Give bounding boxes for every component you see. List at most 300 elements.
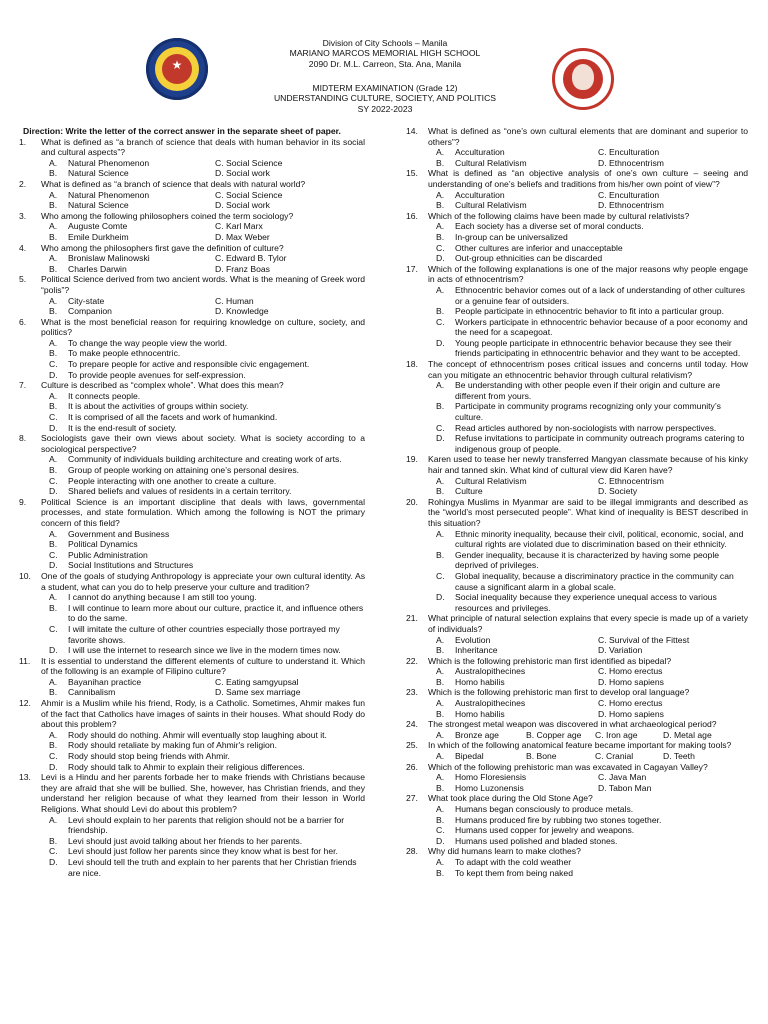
answer-option [406, 338, 748, 359]
question-13 [19, 772, 365, 878]
answer-options-row [19, 232, 365, 243]
question-text [406, 656, 748, 667]
question-12 [19, 698, 365, 772]
option-text: Homo Floresiensis [455, 772, 527, 783]
option-text: D. Teeth [663, 751, 695, 762]
option-text: Natural Science [68, 200, 129, 211]
answer-option [19, 401, 365, 412]
option-text: C. Edward B. Tylor [215, 253, 287, 264]
option-letter: B. [49, 602, 58, 613]
question-number: 7. [19, 380, 27, 391]
answer-option [19, 815, 365, 836]
answer-options-row [406, 751, 748, 762]
option-letter: C. [49, 475, 58, 486]
option-text: C. Ethnocentrism [598, 475, 664, 486]
option-text: C. Java Man [598, 772, 647, 783]
question-16 [406, 211, 748, 264]
question-number: 6. [19, 316, 27, 327]
option-text: Social inequality because they experience unequal access to various resources and privileges. [455, 592, 717, 613]
question-stem: What is defined as “an objective analysis of one’s own culture – seeing and understanding of one’s beliefs and traditions from his/her own point of view”? [428, 168, 748, 189]
question-number: 15. [406, 168, 418, 179]
answer-option [19, 529, 365, 540]
option-text: Levi should just follow her parents since they know what is best for her. [68, 846, 338, 857]
option-text: Out-group ethnicities can be discarded [455, 253, 603, 264]
answer-option [406, 571, 748, 592]
option-text: Rody should talk to Ahmir to explain their religious differences. [68, 761, 305, 772]
answer-option [19, 624, 365, 645]
option-letter: C. [49, 359, 58, 370]
answer-option [19, 412, 365, 423]
questions-column-left [19, 126, 365, 878]
option-text: D. Homo sapiens [598, 708, 664, 719]
answer-option [19, 836, 365, 847]
question-number: 5. [19, 274, 27, 285]
answer-option [19, 391, 365, 402]
answer-option [19, 423, 365, 434]
option-text: I will continue to learn more about our culture, practice it, and influence others to do the same. [68, 602, 364, 624]
option-text: Ethnocentric behavior comes out of a lack of understanding of other cultures or a genuine fear of outsiders. [455, 284, 745, 306]
option-letter: D. [49, 369, 58, 380]
option-text: To provide people avenues for self-expression. [68, 369, 246, 380]
option-letter: A. [436, 856, 445, 867]
question-27 [406, 793, 748, 846]
option-text: Rody should stop being friends with Ahmir. [68, 751, 230, 762]
answer-options-row [19, 168, 365, 179]
option-text: C. Enculturation [598, 147, 660, 158]
question-8 [19, 433, 365, 497]
questions-column-right [406, 126, 748, 878]
option-text: Humans began consciously to produce metals. [455, 804, 634, 814]
option-text: C. Survival of the Fittest [598, 634, 690, 645]
answer-option [19, 465, 365, 476]
question-stem: Sociologists gave their own views about society. What is society according to a sociological perspective? [41, 433, 365, 454]
option-letter: A. [49, 221, 58, 232]
option-text: D. Homo sapiens [598, 676, 664, 687]
answer-option [406, 401, 748, 422]
option-text: C. Enculturation [598, 189, 660, 200]
option-letter: B. [49, 740, 58, 751]
option-text: It is the end-result of society. [68, 422, 177, 433]
question-stem: Karen used to tease her newly transferred Mangyan classmate because of his kinky hair and tanned skin. What kind of cultural view did Karen have? [428, 454, 748, 475]
answer-option [406, 868, 748, 879]
answer-options-row [19, 158, 365, 169]
answer-option [19, 645, 365, 656]
answer-option [19, 751, 365, 762]
answer-option [19, 359, 365, 370]
question-number: 11. [19, 655, 31, 666]
answer-option [406, 285, 748, 306]
answer-options-row [406, 476, 748, 487]
answer-option [406, 433, 748, 454]
option-letter: D. [49, 761, 58, 772]
option-text: Companion [68, 306, 112, 317]
question-stem: Ahmir is a Muslim while his friend, Rody, is a Catholic. Sometimes, Ahmir makes fun of the fact that Catholics have images of saints in their houses. What should Rody do about this problem? [41, 698, 365, 730]
question-number: 8. [19, 433, 27, 444]
option-text: Cultural Relativism [455, 475, 527, 486]
question-number: 12. [19, 698, 31, 709]
question-stem: What is the most beneficial reason for requiring knowledge on culture, society, and politics? [41, 316, 365, 338]
question-stem: Rohingya Muslims in Myanmar are said to be illegal immigrants and described as the “world’s most persecuted people”. What kind of inequality is BEST described in this situation? [428, 496, 748, 528]
question-text [19, 497, 365, 529]
option-letter: B. [436, 676, 445, 687]
option-text: D. Social work [215, 168, 270, 179]
question-2 [19, 179, 365, 211]
option-text: It is comprised of all the facets and work of humankind. [68, 412, 278, 423]
option-text: In-group can be universalized [455, 231, 568, 242]
option-text: C. Karl Marx [215, 221, 263, 232]
answer-option [19, 592, 365, 603]
question-stem: What is defined as “a branch of science that deals with human behavior in its social and cultural aspects”? [41, 136, 365, 158]
option-letter: B. [436, 157, 445, 168]
option-letter: B. [436, 708, 445, 719]
option-text: It connects people. [68, 390, 141, 401]
option-letter: C. [436, 422, 445, 433]
option-text: Levi should explain to her parents that religion should not be a barrier for friendship. [68, 814, 345, 836]
option-text: Natural Phenomenon [68, 189, 150, 200]
question-number: 25. [406, 740, 418, 751]
option-text: To prepare people for active and responsible civic engagement. [68, 359, 310, 370]
question-22 [406, 656, 748, 688]
option-text: People participate in ethnocentric behavior to fit into a particular group. [455, 306, 724, 317]
question-stem: Which of the following explanations is one of the major reasons why people engage in acts of ethnocentrism? [428, 263, 748, 285]
option-letter: C. [436, 316, 445, 327]
option-text: Charles Darwin [68, 263, 127, 274]
question-stem: What took place during the Old Stone Age? [428, 793, 593, 804]
answer-options-row [406, 783, 748, 794]
option-text: Social Institutions and Structures [68, 560, 194, 571]
option-letter: A. [436, 666, 445, 677]
option-text: Group of people working on attaining one’s personal desires. [68, 465, 300, 475]
answer-option [19, 846, 365, 857]
option-text: Refuse invitations to participate in community outreach programs catering to indigenous group of people. [455, 433, 745, 454]
question-14 [406, 126, 748, 168]
option-letter: A. [49, 337, 58, 348]
answer-option [406, 380, 748, 401]
answer-option [406, 592, 748, 613]
question-text [406, 126, 748, 147]
option-text: To adapt with the cold weather [455, 856, 572, 867]
question-10 [19, 571, 365, 656]
option-text: D. Max Weber [215, 231, 270, 242]
question-stem: Which is the following prehistoric man first to develop oral language? [428, 687, 690, 698]
option-text: I cannot do anything because I am still too young. [68, 592, 257, 603]
option-text: C. Social Science [215, 157, 283, 168]
option-text: Acculturation [455, 147, 505, 158]
option-text: A. [436, 751, 445, 762]
question-stem: Why did humans learn to make clothes? [428, 846, 581, 857]
option-letter: B. [436, 645, 445, 656]
option-letter: A. [436, 147, 445, 158]
option-text: C. Human [215, 295, 254, 306]
answer-option [406, 221, 748, 232]
answer-option [19, 370, 365, 381]
question-21 [406, 613, 748, 655]
answer-options-row [19, 221, 365, 232]
question-text [19, 274, 365, 295]
option-letter: B. [49, 465, 58, 475]
answer-options-row [19, 306, 365, 317]
question-text [406, 762, 748, 773]
option-text: D. Metal age [663, 729, 712, 740]
question-stem: Which of the following prehistoric man was excavated in Cagayan Valley? [428, 761, 708, 772]
option-letter: C. [49, 549, 58, 560]
option-letter: B. [49, 200, 58, 211]
option-text: Rody should retaliate by making fun of Ahmir's religion. [68, 740, 277, 751]
option-letter: B. [49, 539, 58, 550]
answer-options-row [19, 253, 365, 264]
option-text: Natural Phenomenon [68, 157, 150, 168]
question-number: 17. [406, 263, 418, 274]
answer-options-row [406, 709, 748, 720]
question-number: 1. [19, 136, 27, 147]
question-26 [406, 762, 748, 794]
option-letter: A. [436, 698, 445, 709]
option-text: I will imitate the culture of other countries especially those portrayed my favorite shows. [68, 623, 340, 645]
option-text: Government and Business [68, 528, 170, 539]
question-number: 28. [406, 846, 418, 857]
answer-option [19, 476, 365, 487]
question-15 [406, 168, 748, 210]
question-text [19, 380, 365, 391]
answer-option [406, 857, 748, 868]
answer-option [406, 815, 748, 826]
option-text: Homo habilis [455, 676, 505, 687]
question-text [19, 433, 365, 454]
answer-option [19, 603, 365, 624]
answer-option [406, 232, 748, 243]
question-stem: Who among the philosophers first gave the definition of culture? [41, 242, 284, 253]
option-text: B. Copper age [526, 729, 582, 740]
option-letter: D. [436, 592, 445, 603]
answer-option [19, 730, 365, 741]
option-text: Natural Science [68, 168, 129, 179]
question-11 [19, 656, 365, 698]
option-letter: A. [49, 189, 58, 200]
division-seal-logo: ★ [146, 38, 208, 100]
question-stem: Who among the following philosophers coined the term sociology? [41, 210, 294, 221]
option-letter: D. [49, 486, 58, 497]
question-6 [19, 317, 365, 381]
question-number: 26. [406, 761, 418, 772]
option-text: Community of individuals building architecture and creating work of arts. [68, 454, 342, 465]
question-text [406, 497, 748, 529]
answer-option [406, 825, 748, 836]
question-number: 21. [406, 613, 418, 624]
answer-options-row [19, 190, 365, 201]
option-text: Bipedal [455, 751, 484, 762]
option-letter: D. [49, 422, 58, 433]
question-28 [406, 846, 748, 878]
answer-option [406, 529, 748, 550]
question-stem: Culture is described as “complex whole”. What does this mean? [41, 380, 284, 391]
question-stem: What is defined as “a branch of science that deals with natural world? [41, 178, 306, 189]
option-letter: D. [49, 560, 58, 571]
question-stem: In which of the following anatomical feature became important for making tools? [428, 740, 732, 751]
answer-options-row [19, 296, 365, 307]
option-text: Shared beliefs and values of residents in a certain territory. [68, 486, 292, 497]
question-4 [19, 243, 365, 275]
question-text [19, 211, 365, 222]
option-text: D. Ethnocentrism [598, 200, 664, 211]
option-letter: A. [436, 475, 445, 486]
question-1 [19, 137, 365, 179]
answer-options-row [19, 687, 365, 698]
option-text: D. Society [598, 486, 638, 497]
answer-option [19, 762, 365, 773]
option-letter: A. [436, 804, 445, 814]
option-text: Humans used copper for jewelry and weapons. [455, 825, 635, 836]
answer-option [19, 454, 365, 465]
subject-title: UNDERSTANDING CULTURE, SOCIETY, AND POLITICS [273, 93, 497, 103]
option-letter: B. [436, 231, 445, 242]
answer-option [406, 317, 748, 338]
option-text: D. Social work [215, 200, 270, 211]
answer-option [19, 740, 365, 751]
school-name: MARIANO MARCOS MEMORIAL HIGH SCHOOL [289, 48, 481, 58]
option-letter: C. [49, 623, 58, 634]
option-letter: B. [49, 263, 58, 274]
option-text: D. Franz Boas [215, 263, 270, 274]
answer-options-row [19, 200, 365, 211]
option-letter: C. [49, 751, 58, 762]
question-3 [19, 211, 365, 243]
option-letter: B. [49, 401, 58, 412]
question-text [19, 317, 365, 338]
question-text [406, 168, 748, 189]
question-stem: One of the goals of studying Anthropology is appreciate your own cultural identity. As a student, what can you do to help preserve your culture and tradition? [41, 570, 365, 592]
answer-options-row [19, 264, 365, 275]
option-letter: A. [49, 814, 58, 825]
option-letter: C. [436, 570, 445, 581]
option-letter: D. [49, 645, 58, 656]
option-text: Be understanding with other people even if their origin and culture are different from yours. [455, 380, 721, 401]
question-number: 3. [19, 210, 27, 221]
option-text: Public Administration [68, 549, 148, 560]
option-letter: A. [436, 284, 445, 295]
answer-option [19, 338, 365, 349]
question-text [406, 211, 748, 222]
option-letter: A. [436, 634, 445, 645]
option-text: To kept them from being naked [455, 867, 573, 878]
directions: Direction: Write the letter of the correct answer in the separate sheet of paper. [23, 126, 341, 136]
question-number: 18. [406, 359, 418, 370]
question-stem: Which of the following claims have been made by cultural relativists? [428, 210, 690, 221]
option-text: A. [436, 729, 445, 740]
answer-options-row [406, 200, 748, 211]
option-letter: C. [49, 846, 58, 857]
option-text: B. Bone [526, 751, 557, 762]
option-text: Political Dynamics [68, 539, 138, 550]
option-letter: A. [49, 253, 58, 264]
option-text: Cultural Relativism [455, 200, 527, 211]
question-number: 20. [406, 496, 418, 507]
option-letter: C. [49, 412, 58, 423]
question-stem: Levi is a Hindu and her parents forbade her to make friends with Christians because they are afraid that she will be bullied. She, however, has Christian friends, and they understand her religion because of what they learned from their lesson in World Religions. What should Levi do about this problem? [41, 772, 365, 814]
option-letter: B. [49, 835, 58, 846]
question-text [406, 793, 748, 804]
option-letter: A. [49, 729, 58, 740]
question-text [406, 359, 748, 380]
option-letter: B. [49, 306, 58, 317]
question-number: 10. [19, 570, 31, 581]
answer-options-row [406, 698, 748, 709]
answer-option [19, 560, 365, 571]
option-text: Young people participate in ethnocentric behavior because they see their friends participating in ethnocentric behavior and they want to be accepted. [455, 337, 741, 359]
option-text: I will use the internet to research since we live in the modern times now. [68, 645, 341, 656]
option-text: Bronze age [455, 729, 499, 740]
option-text: City-state [68, 295, 105, 306]
answer-option [406, 253, 748, 264]
option-text: Australopithecines [455, 698, 526, 709]
answer-option [406, 836, 748, 847]
option-letter: B. [49, 687, 58, 698]
question-stem: It is essential to understand the different elements of culture to understand it. Which of the following is an example of Filipino culture? [41, 655, 365, 677]
option-text: Each society has a diverse set of moral conducts. [455, 221, 644, 232]
option-letter: B. [436, 867, 445, 878]
question-number: 13. [19, 772, 31, 783]
option-text: Levi should just avoid talking about her friends to her parents. [68, 835, 303, 846]
school-address: 2090 Dr. M.L. Carreon, Sta. Ana, Manila [308, 59, 462, 69]
answer-option [19, 348, 365, 359]
option-letter: D. [49, 856, 58, 867]
answer-option [19, 486, 365, 497]
answer-options-row [406, 486, 748, 497]
option-letter: B. [49, 168, 58, 179]
option-letter: A. [49, 454, 58, 465]
answer-option [406, 243, 748, 254]
question-19 [406, 454, 748, 496]
question-17 [406, 264, 748, 359]
option-text: D. Knowledge [215, 306, 269, 317]
option-letter: A. [49, 676, 58, 687]
option-letter: A. [436, 528, 445, 539]
option-letter: C. [436, 825, 445, 836]
question-stem: The strongest metal weapon was discovered in what archaeological period? [428, 719, 717, 730]
option-text: Global inequality, because a discriminatory practice in the community can cause a significant alarm in a global scale. [455, 570, 734, 592]
option-text: Levi should tell the truth and explain to her parents that her Christian friends are nice. [68, 856, 357, 878]
option-letter: B. [436, 486, 445, 497]
option-text: Evolution [455, 634, 491, 645]
option-letter: A. [436, 380, 445, 391]
option-letter: B. [436, 814, 445, 825]
answer-options-row [406, 645, 748, 656]
option-letter: A. [49, 390, 58, 401]
option-letter: B. [436, 306, 445, 317]
option-text: Cultural Relativism [455, 157, 527, 168]
question-number: 16. [406, 210, 418, 221]
option-text: D. Variation [598, 645, 643, 656]
option-text: Homo Luzonensis [455, 782, 524, 793]
question-text [406, 846, 748, 857]
answer-options-row [406, 147, 748, 158]
answer-option [406, 804, 748, 815]
option-text: Gender inequality, because it is characterized by having some people deprived of privileges. [455, 549, 720, 571]
answer-option [19, 857, 365, 878]
exam-title: MIDTERM EXAMINATION (Grade 12) [312, 83, 458, 93]
question-25 [406, 740, 748, 761]
question-24 [406, 719, 748, 740]
question-text [19, 571, 365, 592]
option-text: C. Cranial [595, 751, 634, 762]
option-text: D. Same sex marriage [215, 687, 301, 698]
question-number: 22. [406, 655, 418, 666]
option-text: C. Social Science [215, 189, 283, 200]
answer-option [406, 423, 748, 434]
option-letter: A. [436, 772, 445, 783]
option-text: C. Homo erectus [598, 698, 663, 709]
option-letter: B. [436, 549, 445, 560]
question-text [406, 740, 748, 751]
